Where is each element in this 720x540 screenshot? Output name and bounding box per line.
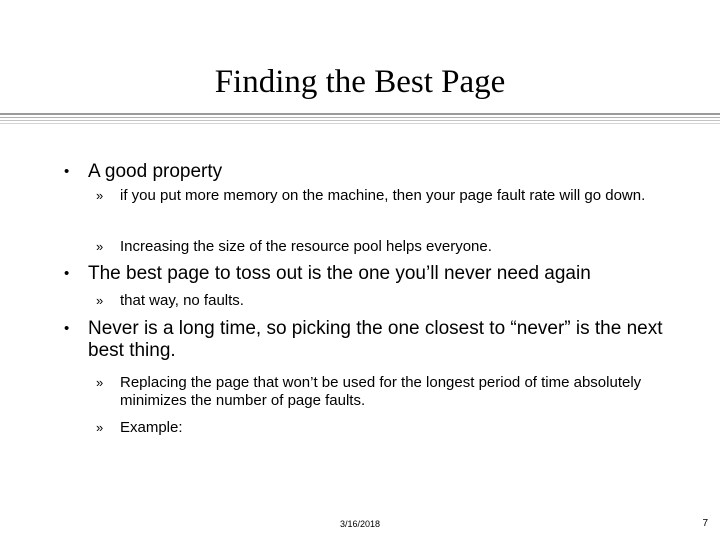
sub-bullet-text: Increasing the size of the resource pool helps everyone. xyxy=(120,238,492,255)
rule-line xyxy=(0,120,720,121)
sub-bullet-icon: » xyxy=(96,293,104,308)
title-underline xyxy=(0,113,720,127)
sub-bullet-text: Example: xyxy=(120,419,183,436)
footer-date: 3/16/2018 xyxy=(339,519,381,529)
bullet-icon: • xyxy=(64,163,70,180)
bullet-text: A good property xyxy=(88,161,223,182)
rule-line xyxy=(0,117,720,118)
page-number: 7 xyxy=(702,518,708,529)
slide-title: Finding the Best Page xyxy=(214,64,506,100)
sub-bullet-icon: » xyxy=(96,375,104,390)
sub-bullet-icon: » xyxy=(96,188,104,203)
sub-bullet-icon: » xyxy=(96,420,104,435)
bullet-icon: • xyxy=(64,265,70,282)
rule-line xyxy=(0,123,720,124)
sub-bullet-text: if you put more memory on the machine, then your page fault rate will go down. xyxy=(120,187,646,204)
sub-bullet-text: Replacing the page that won’t be used for the longest period of time absolutely minimizes the number of page faults. xyxy=(120,374,642,409)
bullet-icon: • xyxy=(64,320,70,337)
sub-bullet-text: that way, no faults. xyxy=(120,292,244,309)
sub-bullet-icon: » xyxy=(96,239,104,254)
bullet-text: The best page to toss out is the one you’ll never need again xyxy=(88,263,591,284)
rule-line xyxy=(0,113,720,115)
bullet-text: Never is a long time, so picking the one closest to “never” is the next best thing. xyxy=(88,318,663,361)
